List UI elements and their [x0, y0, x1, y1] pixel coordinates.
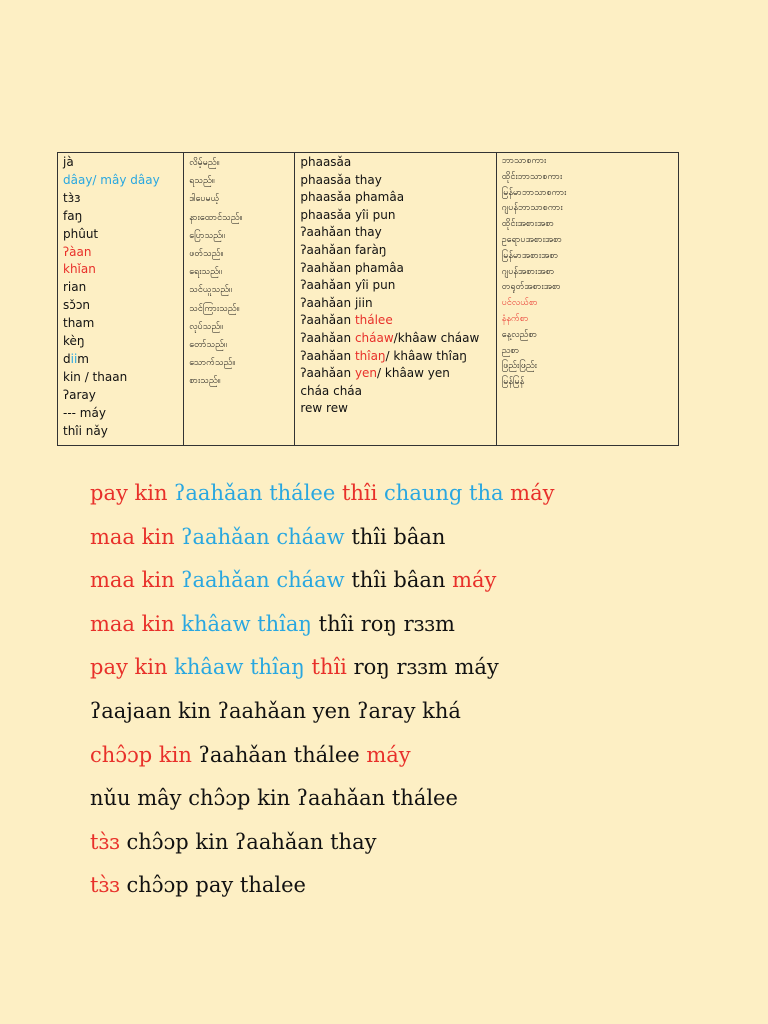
table-segment: m — [77, 351, 89, 366]
table-segment: / khâaw yen — [377, 366, 450, 381]
table-line — [502, 217, 673, 233]
vocabulary-table — [57, 152, 679, 446]
table-segment: ညစာ — [501, 345, 520, 356]
table-line — [300, 260, 490, 278]
table-segment: / khâaw thîaŋ — [385, 348, 467, 363]
table-segment: သင်ယူသည်။ — [189, 285, 232, 296]
table-line — [189, 227, 289, 245]
sentence-segment: maa kin — [90, 568, 182, 593]
sentence-segment: tɜ̀ɜ — [90, 829, 127, 854]
sentence-4 — [90, 603, 554, 647]
sentence-5 — [90, 646, 554, 690]
sentence-3 — [90, 559, 554, 603]
sentence-segment: maa kin — [90, 611, 182, 636]
sentence-segment: chɔ̂ɔp kin ʔaahǎan thay — [126, 829, 377, 854]
table-line — [63, 279, 178, 297]
table-segment: phaasǎa thay — [300, 172, 382, 187]
table-line — [189, 263, 289, 281]
table-line — [189, 372, 289, 390]
sentence-segment: maa kin — [90, 524, 182, 549]
table-segment: ဘာသာစကား — [501, 156, 547, 166]
table-segment: ʔaahǎan — [300, 313, 355, 328]
table-segment: rian — [63, 280, 87, 295]
table-line — [502, 359, 673, 375]
table-line — [502, 186, 673, 202]
table-segment: ဂျပန်ဘာသာစကား — [501, 203, 563, 214]
table-segment: d — [63, 351, 71, 366]
table-segment: kin / thaan — [63, 369, 128, 384]
table-segment: တော်သည်။ — [189, 340, 227, 351]
table-segment: thálee — [354, 313, 393, 328]
table-line — [300, 400, 490, 418]
table-segment: သောက်သည်။ — [189, 358, 236, 369]
sentence-segment: máy — [366, 742, 411, 767]
sentence-segment: thîi — [311, 655, 354, 680]
table-line — [63, 351, 178, 369]
table-segment: jà — [63, 155, 74, 169]
table-line — [189, 245, 289, 263]
table-segment: ʔaahǎan faràŋ — [300, 242, 387, 257]
table-line — [189, 281, 289, 299]
table-segment: tham — [63, 316, 95, 331]
table-segment: --- máy — [63, 405, 106, 420]
table-line — [189, 209, 289, 227]
table-line — [300, 224, 490, 242]
table-segment: faŋ — [63, 208, 83, 223]
table-line — [63, 405, 178, 423]
table-line — [502, 265, 673, 281]
table-line — [300, 172, 490, 190]
table-line — [189, 172, 289, 190]
table-segment: ʔaahǎan — [300, 366, 355, 381]
table-segment: ဂျပန်အစားအစာ — [501, 266, 555, 277]
table-line — [63, 154, 178, 172]
table-line — [63, 369, 178, 387]
sentence-segment: nǔu mây chɔ̂ɔp kin ʔaahǎan thálee — [90, 786, 458, 811]
table-line — [63, 333, 178, 351]
table-segment: ထိုင်းဘာသာစကား — [501, 171, 563, 182]
table-segment: ဖြည်းဖြည်း — [501, 361, 537, 372]
sentence-2 — [90, 516, 554, 560]
table-segment: မြန်မြန် — [501, 377, 525, 388]
table-segment: ဒါပေမယ့် — [189, 194, 220, 205]
table-line — [502, 280, 673, 296]
vocabulary-row — [58, 153, 679, 446]
thai-phrases-column — [295, 153, 496, 446]
table-segment: တရုတ်အစားအစာ — [501, 282, 561, 293]
table-line — [502, 201, 673, 217]
sentence-segment: ʔaahǎan cháaw — [181, 524, 352, 549]
table-line — [189, 190, 289, 208]
table-line — [300, 189, 490, 207]
table-segment: နေ့လည်စာ — [501, 329, 538, 340]
table-segment: ရသည်။ — [189, 176, 215, 187]
sentence-8 — [90, 777, 554, 821]
table-line — [189, 336, 289, 354]
example-sentences — [90, 472, 554, 908]
sentence-segment: khâaw thîaŋ — [174, 655, 312, 680]
table-segment: tɜ̀ɜ — [63, 190, 81, 205]
table-line — [63, 297, 178, 315]
table-segment: ထိုင်းအစားအစာ — [501, 219, 554, 230]
sentence-segment: roŋ rɜɜm máy — [353, 655, 499, 680]
sentence-segment: máy — [510, 481, 555, 505]
sentence-segment: chaung tha — [384, 481, 511, 505]
table-segment: ʔaray — [63, 387, 96, 402]
sentence-segment: ʔaajaan kin ʔaahǎan yen ʔaray khá — [90, 698, 461, 723]
sentence-9 — [90, 821, 554, 865]
table-segment: ʔaahǎan — [300, 330, 355, 345]
table-line — [189, 318, 289, 336]
sentence-segment: thîi bâan — [351, 524, 446, 549]
table-line — [502, 312, 673, 328]
table-line — [502, 375, 673, 391]
table-line — [63, 172, 178, 190]
table-segment: khǐan — [63, 262, 96, 277]
table-segment: ʔaahǎan jiin — [300, 295, 373, 310]
table-segment: phaasǎa phamâa — [300, 190, 405, 205]
table-segment: နံနက်စာ — [501, 313, 529, 324]
sentence-segment: khâaw thîaŋ — [181, 611, 319, 636]
table-line — [300, 295, 490, 313]
table-segment: လုပ်သည်။ — [189, 321, 223, 332]
table-segment: ʔaahǎan yîi pun — [300, 278, 396, 293]
table-segment: /khâaw cháaw — [393, 330, 480, 345]
table-line — [502, 328, 673, 344]
table-segment: phaasǎa — [300, 155, 352, 169]
table-segment: နားထောင်သည်။ — [189, 212, 243, 223]
table-segment: စားသည်။ — [189, 376, 221, 387]
table-line — [300, 383, 490, 401]
table-segment: phaasǎa yîi pun — [300, 207, 396, 222]
sentence-segment: pay kin — [90, 655, 175, 680]
table-line — [189, 300, 289, 318]
table-line — [502, 233, 673, 249]
burmese-meanings-column — [184, 153, 295, 446]
sentence-segment: pay kin — [90, 481, 175, 505]
table-line — [502, 344, 673, 360]
table-line — [63, 315, 178, 333]
table-line — [63, 190, 178, 208]
sentence-segment: thîi roŋ rɜɜm — [318, 611, 455, 636]
table-line — [63, 244, 178, 262]
table-line — [63, 261, 178, 279]
table-line — [63, 423, 178, 441]
sentence-10 — [90, 864, 554, 908]
table-segment: ʔàan — [63, 244, 92, 259]
table-line — [300, 207, 490, 225]
table-line — [502, 296, 673, 312]
sentence-segment: thîi — [341, 481, 385, 505]
table-line — [300, 312, 490, 330]
table-segment: ʔaahǎan thay — [300, 225, 382, 240]
table-segment: ပြောသည်။ — [189, 230, 225, 241]
sentence-6 — [90, 690, 554, 734]
sentence-segment: tɜ̀ɜ — [90, 873, 127, 898]
table-line — [300, 330, 490, 348]
sentence-segment: ʔaahǎan thálee — [198, 742, 367, 767]
table-segment: ရေးသည်။ — [189, 267, 222, 278]
table-segment: မြန်မာဘာသာစကား — [501, 187, 567, 198]
table-line — [300, 365, 490, 383]
table-segment: ဖတ်သည်။ — [189, 249, 224, 260]
table-line — [502, 154, 673, 170]
thai-words-column — [58, 153, 184, 446]
table-segment: thîaŋ — [354, 348, 386, 363]
sentence-7 — [90, 734, 554, 778]
table-segment: kèŋ — [63, 334, 85, 349]
sentence-1 — [90, 472, 554, 516]
table-segment: rew rew — [300, 401, 348, 416]
table-line — [63, 226, 178, 244]
table-segment: yen — [354, 366, 378, 381]
table-segment: လိမ့်မည်။ — [189, 158, 220, 168]
table-segment: sɔ̌ɔn — [63, 298, 91, 313]
table-line — [300, 154, 490, 172]
table-line — [189, 354, 289, 372]
table-segment: dâay/ mây dâay — [63, 172, 160, 187]
table-segment: phûut — [63, 226, 99, 241]
table-line — [300, 242, 490, 260]
table-segment: ʔaahǎan — [300, 348, 355, 363]
table-segment: ပင်လယ်စာ — [501, 298, 538, 309]
table-segment: thîi nǎy — [63, 423, 108, 438]
burmese-phrases-column — [496, 153, 678, 446]
table-segment: သင်ကြားသည်။ — [189, 303, 240, 314]
table-segment: ʔaahǎan phamâa — [300, 260, 404, 275]
table-segment: cháa cháa — [300, 383, 363, 398]
table-segment: မြန်မာအစားအစာ — [501, 250, 559, 261]
table-line — [63, 387, 178, 405]
table-line — [300, 277, 490, 295]
sentence-segment: thîi bâan — [351, 568, 453, 593]
table-line — [502, 249, 673, 265]
table-segment: cháaw — [354, 330, 394, 345]
sentence-segment: ʔaahǎan cháaw — [181, 568, 352, 593]
table-segment: ii — [70, 351, 78, 366]
table-line — [502, 170, 673, 186]
sentence-segment: ʔaahǎan thálee — [174, 481, 342, 505]
sentence-segment: máy — [452, 568, 497, 593]
table-line — [189, 154, 289, 172]
table-line — [63, 208, 178, 226]
table-segment: ဥရောပအစားအစာ — [501, 234, 562, 245]
sentence-segment: chɔ̂ɔp pay thalee — [126, 873, 306, 898]
table-line — [300, 348, 490, 366]
sentence-segment: chɔ̂ɔp kin — [90, 742, 199, 767]
